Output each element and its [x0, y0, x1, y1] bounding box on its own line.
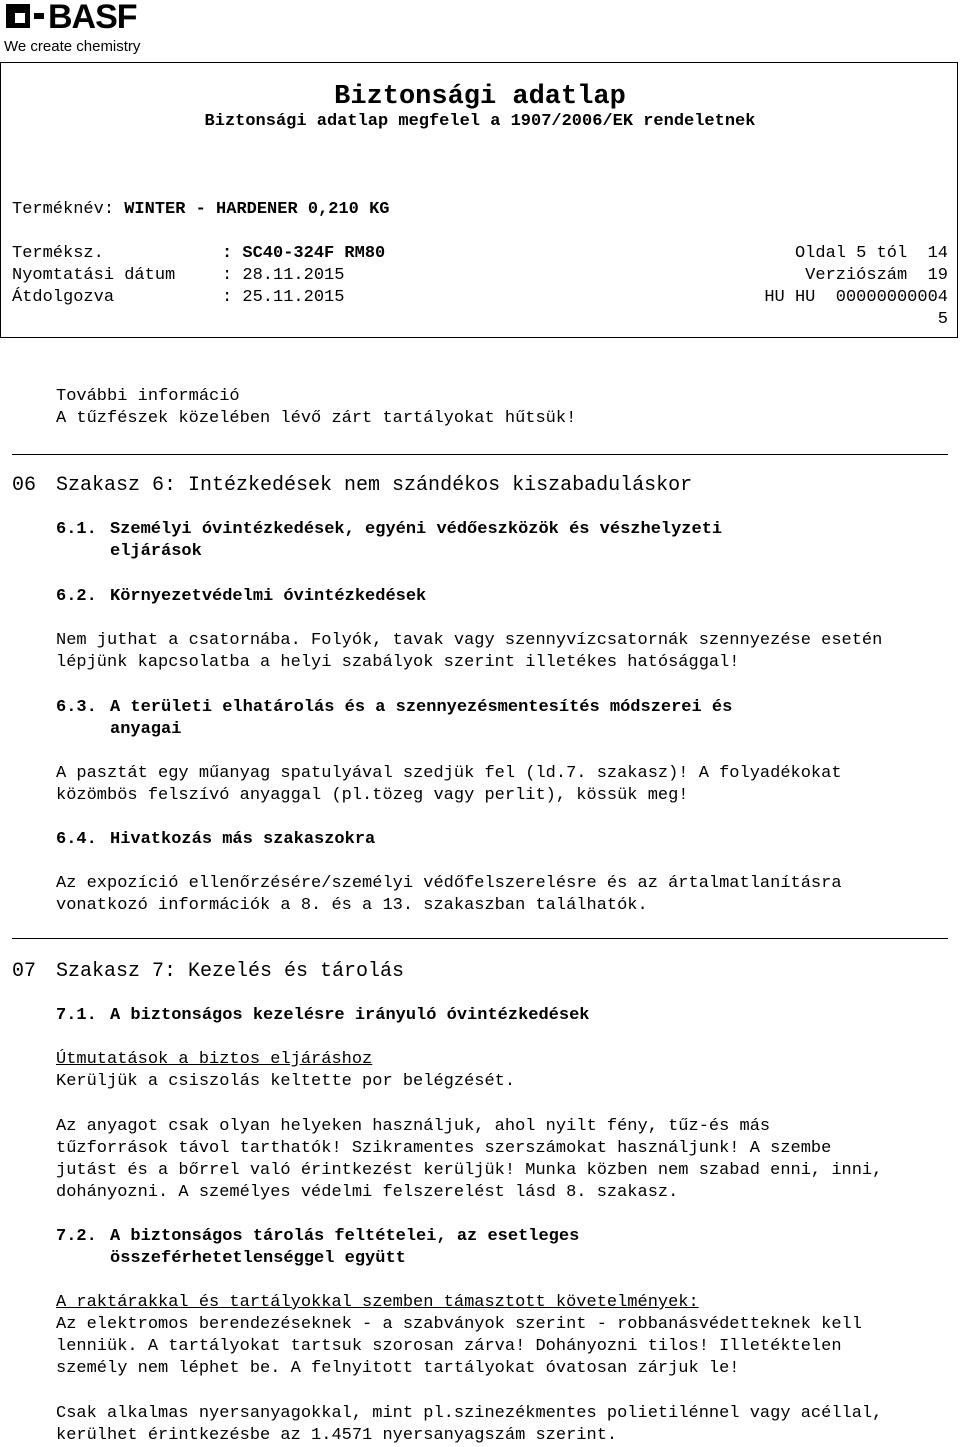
section-7-number: 07: [12, 960, 37, 983]
subsection-6-4-text-cont: vonatkozó információk a 8. és a 13. szakaszban találhatók.: [56, 896, 648, 915]
section-6-title: Szakasz 6: Intézkedések nem szándékos kiszabaduláskor: [56, 474, 693, 497]
subsection-6-3-number: 6.3.: [56, 698, 97, 717]
subsection-7-2-text-cont: lenniük. A tartályokat tartsuk szorosan zárva! Dohányozni tilos! Illetéktelen: [56, 1337, 842, 1356]
subsection-7-1-title: A biztonságos kezelésre irányuló óvintézkedések: [110, 1006, 590, 1025]
logo-tagline: We create chemistry: [4, 38, 141, 55]
subsection-7-1-para-cont: tűzforrások távol tarthatók! Szikramentes szerszámokat használjunk! A szembe: [56, 1139, 832, 1158]
subsection-6-4-number: 6.4.: [56, 830, 97, 849]
code-value: : SC40-324F RM80: [222, 244, 386, 263]
subsection-7-2-text: Az elektromos berendezéseknek - a szabványok szerint - robbanásvédetteknek kell: [56, 1315, 862, 1334]
subsection-7-1-text: Kerüljük a csiszolás keltette por belégzését.: [56, 1072, 516, 1091]
subsection-6-4-text: Az expozíció ellenőrzésére/személyi védőfelszerelésre és az ártalmatlanításra: [56, 874, 842, 893]
subsection-7-2-para: Csak alkalmas nyersanyagokkal, mint pl.szinezékmentes polietilénnel vagy acéllal,: [56, 1404, 883, 1423]
print-date-label: Nyomtatási dátum: [12, 266, 176, 285]
subsection-6-3-text: A pasztát egy műanyag spatulyával szedjük fel (ld.7. szakasz)! A folyadékokat: [56, 764, 842, 783]
subsection-6-1-title-cont: eljárások: [110, 542, 202, 561]
subsection-7-2-number: 7.2.: [56, 1227, 97, 1246]
subsection-6-2-number: 6.2.: [56, 587, 97, 606]
subsection-6-3-title-cont: anyagai: [110, 720, 182, 739]
logo-dash-icon: [34, 13, 44, 19]
subsection-6-2-text: Nem juthat a csatornába. Folyók, tavak vagy szennyvízcsatornák szennyezése esetén: [56, 631, 883, 650]
revised-label: Átdolgozva: [12, 288, 115, 307]
subsection-7-2-para-cont: kerülhet érintkezésbe az 1.4571 nyersanyagszám szerint.: [56, 1426, 618, 1445]
subsection-7-1-para-cont: dohányozni. A személyes védelmi felszerelést lásd 8. szakasz.: [56, 1183, 679, 1202]
subsection-6-1-title: Személyi óvintézkedések, egyéni védőeszközök és vészhelyzeti: [110, 520, 723, 539]
logo-wordmark: BASF: [48, 0, 137, 36]
section-7-title: Szakasz 7: Kezelés és tárolás: [56, 960, 405, 983]
subsection-6-2-title: Környezetvédelmi óvintézkedések: [110, 587, 427, 606]
version-number: Verziószám 19: [805, 266, 948, 285]
document-id-continued: 5: [937, 310, 948, 329]
subsection-6-3-text-cont: közömbös felszívó anyaggal (pl.tözeg vagy perlit), kössük meg!: [56, 786, 689, 805]
subsection-7-1-para: Az anyagot csak olyan helyeken használjuk, ahol nyilt fény, tűz-és más: [56, 1117, 771, 1136]
subsection-6-2-text-cont: lépjünk kapcsolatba a helyi szabályok szerint illetékes hatósággal!: [56, 653, 740, 672]
section-divider: [12, 938, 948, 939]
subsection-7-2-subheading: A raktárakkal és tartályokkal szemben támasztott követelmények:: [56, 1293, 699, 1312]
document-id: HU HU 00000000004: [764, 288, 948, 307]
further-info-text: A tűzfészek közelében lévő zárt tartályokat hűtsük!: [56, 409, 577, 428]
subsection-7-1-para-cont: jutást és a bőrrel való érintkezést kerüljük! Munka közben nem szabad enni, inni,: [56, 1161, 883, 1180]
further-info-label: További információ: [56, 387, 240, 406]
subsection-6-3-title: A területi elhatárolás és a szennyezésmentesítés módszerei és: [110, 698, 733, 717]
page-title: Biztonsági adatlap: [334, 82, 626, 112]
print-date-value: : 28.11.2015: [222, 266, 345, 285]
code-label: Terméksz.: [12, 244, 104, 263]
subsection-6-1-number: 6.1.: [56, 520, 97, 539]
page-number: Oldal 5 tól 14: [794, 244, 948, 263]
subsection-7-1-number: 7.1.: [56, 1006, 97, 1025]
subsection-6-4-title: Hivatkozás más szakaszokra: [110, 830, 376, 849]
subsection-7-2-text-cont: személy nem léphet be. A felnyitott tartályokat óvatosan zárjuk le!: [56, 1359, 740, 1378]
subsection-7-1-subheading: Útmutatások a biztos eljáráshoz: [56, 1050, 373, 1069]
section-6-number: 06: [12, 474, 37, 497]
subsection-7-2-title: A biztonságos tárolás feltételei, az esetleges: [110, 1227, 580, 1246]
revised-value: : 25.11.2015: [222, 288, 345, 307]
subsection-7-2-title-cont: összeférhetetlenséggel együtt: [110, 1249, 406, 1268]
product-label: Terméknév:: [12, 200, 115, 219]
product-name-row: [12, 199, 389, 221]
basf-logo: [4, 2, 164, 56]
product-name: WINTER - HARDENER 0,210 KG: [124, 200, 390, 219]
section-divider: [12, 454, 948, 455]
logo-square-icon: [6, 4, 30, 28]
page-subtitle: Biztonsági adatlap megfelel a 1907/2006/EK rendeletnek: [204, 112, 756, 131]
